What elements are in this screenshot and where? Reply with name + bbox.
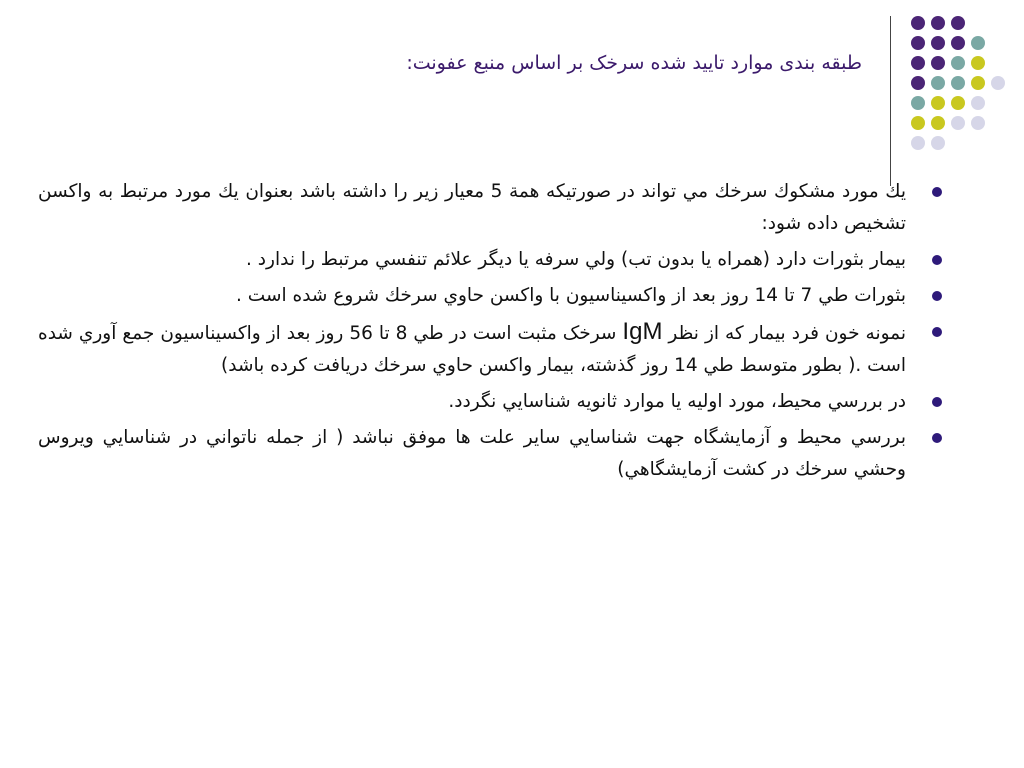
list-item-text-start: نمونه خون فرد بيمار كه از نظر (662, 323, 906, 344)
bullet-icon (932, 433, 942, 443)
decor-dot (951, 56, 965, 70)
bullet-icon (932, 187, 942, 197)
list-item (38, 176, 950, 240)
list-item-text: بيمار بثورات دارد (همراه يا بدون تب) ولي سرفه يا ديگر علائم تنفسي مرتبط را ندارد . (246, 249, 906, 270)
decor-dot (971, 36, 985, 50)
decor-dot (931, 56, 945, 70)
list-item (38, 280, 950, 312)
decor-dot (911, 96, 925, 110)
slide-title: طبقه بندی موارد تایید شده سرخک بر اساس منبع عفونت: (406, 52, 862, 74)
title-divider (890, 16, 891, 186)
decor-dot (931, 136, 945, 150)
bullet-icon (932, 291, 942, 301)
list-item (38, 316, 950, 382)
decor-dot (971, 96, 985, 110)
decor-dot (951, 96, 965, 110)
decor-dot (951, 36, 965, 50)
decorative-dot-grid (908, 12, 1008, 172)
decor-dot (911, 36, 925, 50)
igm-term: IgM (622, 318, 663, 345)
list-item-text: بررسي محيط و آزمايشگاه جهت شناسايي ساير علت ها موفق نباشد ( از جمله ناتواني در شناسايي ويروس وحشي سرخك در كشت آزمايشگاهي) (38, 427, 906, 480)
decor-dot (931, 36, 945, 50)
list-item (38, 244, 950, 276)
decor-dot (931, 16, 945, 30)
decor-dot (911, 56, 925, 70)
list-item-text: بثورات طي 7 تا 14 روز بعد از واكسيناسيون با واكسن حاوي سرخك شروع شده است . (236, 285, 906, 306)
decor-dot (931, 76, 945, 90)
decor-dot (971, 116, 985, 130)
decor-dot (931, 116, 945, 130)
bullet-icon (932, 255, 942, 265)
decor-dot (931, 96, 945, 110)
decor-dot (991, 76, 1005, 90)
decor-dot (911, 16, 925, 30)
decor-dot (971, 56, 985, 70)
criteria-list (38, 176, 950, 490)
decor-dot (911, 76, 925, 90)
bullet-icon (932, 397, 942, 407)
decor-dot (911, 116, 925, 130)
decor-dot (951, 76, 965, 90)
list-item-text: در بررسي محيط، مورد اوليه يا موارد ثانويه شناسايي نگردد. (448, 391, 906, 412)
decor-dot (951, 16, 965, 30)
bullet-icon (932, 327, 942, 337)
decor-dot (951, 116, 965, 130)
list-item-text: يك مورد مشكوك سرخك مي تواند در صورتيكه همة 5 معيار زير را داشته باشد بعنوان يك مورد مرتبط به واكسن تشخيص داده شود: (38, 181, 906, 234)
decor-dot (971, 76, 985, 90)
list-item-text-end: سرخک مثبت است در طي 8 تا 56 روز بعد از واكسيناسيون جمع آوري شده است .( بطور متوسط طي 14 روز گذشته، بيمار واكسن حاوي سرخك دريافت كرده باشد) (38, 323, 906, 376)
list-item (38, 422, 950, 486)
list-item (38, 386, 950, 418)
decor-dot (911, 136, 925, 150)
